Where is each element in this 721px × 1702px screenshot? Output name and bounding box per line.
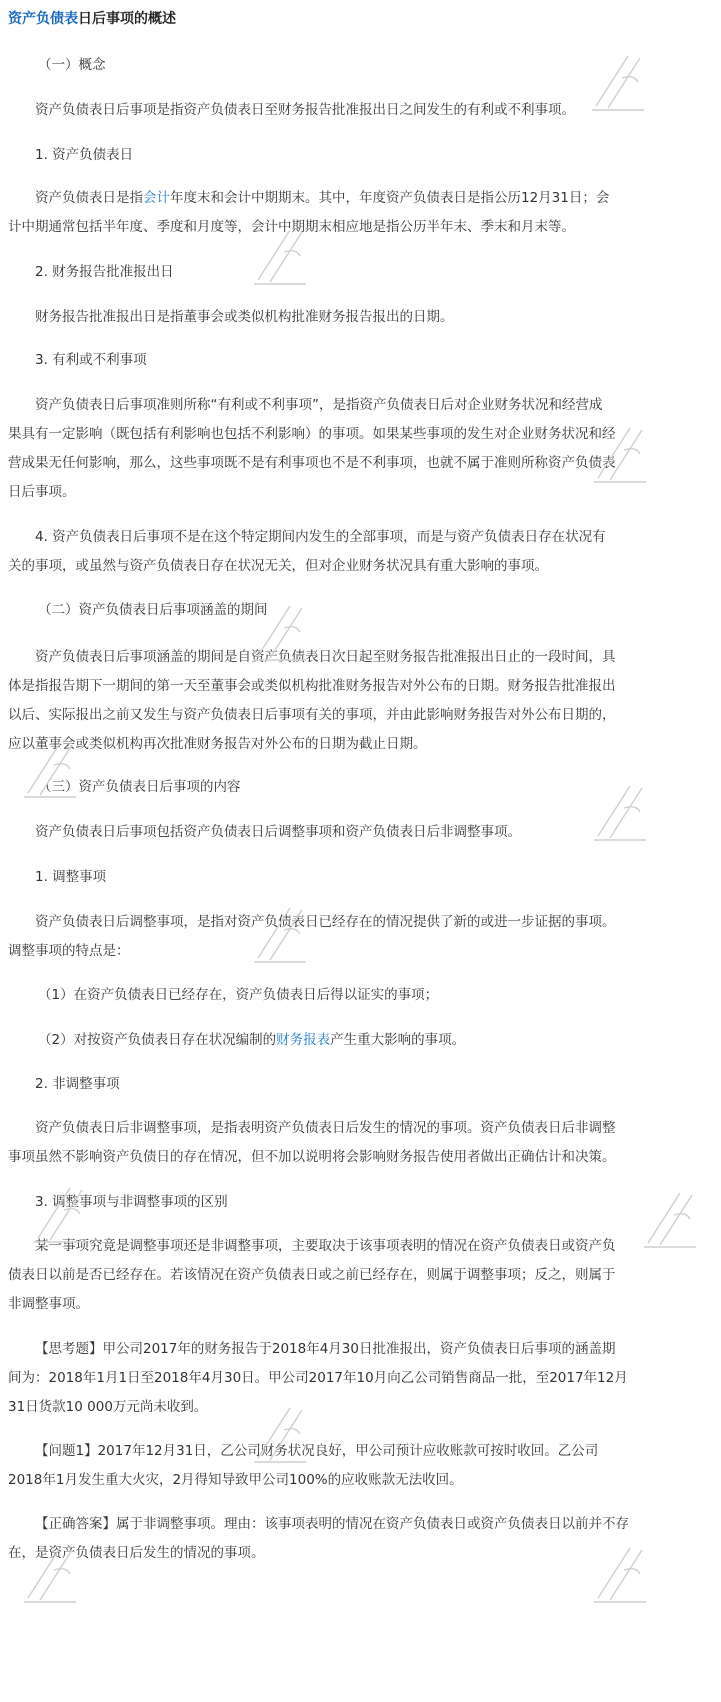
line-text: 债表日以前是否已经存在。若该情况在资产负债表日或之前已经存在，则属于调整事项；反之，则属于 (8, 1267, 616, 1283)
paragraph-line (35, 257, 721, 287)
line-text: 资产负债表日后事项准则所称“有利或不利事项”，是指资产负债表日后对企业财务状况和经营成 (35, 397, 603, 413)
paragraph-line (38, 595, 721, 625)
paragraph-line (35, 862, 721, 892)
paragraph-line (35, 1231, 721, 1261)
inline-link[interactable]: 会计 (143, 190, 170, 206)
line-text: 3. 调整事项与非调整事项的区别 (35, 1194, 228, 1210)
paragraph-line (8, 671, 721, 701)
paragraph-line (35, 345, 721, 375)
paragraph-line (35, 1113, 721, 1143)
paragraph-line (35, 1436, 721, 1466)
line-text: 资产负债表日后事项是指资产负债表日至财务报告批准报出日之间发生的有利或不利事项。 (35, 102, 575, 118)
paragraph-line (8, 1363, 721, 1393)
paragraph-line (8, 1392, 721, 1422)
paragraph-line (35, 390, 721, 420)
inline-link[interactable]: 财务报表 (276, 1032, 331, 1048)
paragraph-line (8, 477, 721, 507)
line-text: 1. 调整事项 (35, 869, 107, 885)
title-text: 日后事项的概述 (78, 11, 176, 27)
line-text: 资产负债表日后调整事项，是指对资产负债表日已经存在的情况提供了新的或进一步证据的事项。 (35, 914, 616, 930)
paragraph-line (8, 1142, 721, 1172)
line-text: 4. 资产负债表日后事项不是在这个特定期间内发生的全部事项，而是与资产负债表日存在状况有 (35, 529, 606, 545)
paragraph-line (38, 980, 721, 1010)
line-text: 【思考题】甲公司2017年的财务报告于2018年4月30日批准报出，资产负债表日后事项的涵盖期 (35, 1341, 616, 1357)
paragraph-line (38, 772, 721, 802)
paragraph-line (8, 1538, 721, 1568)
paragraph-line (8, 1289, 721, 1319)
paragraph-line (35, 1334, 721, 1364)
line-text: 年度末和会计中期期末。其中，年度资产负债表日是指公历12月31日；会 (170, 190, 610, 206)
paragraph-line (8, 212, 721, 242)
line-text: 31日货款10 000万元尚未收到。 (8, 1399, 208, 1415)
article-title (8, 4, 721, 34)
paragraph-line (35, 522, 721, 552)
paragraph-line (8, 1465, 721, 1495)
paragraph-line (8, 448, 721, 478)
paragraph-line (35, 1187, 721, 1217)
paragraph-line (8, 729, 721, 759)
line-text: 营成果无任何影响，那么，这些事项既不是有利事项也不是不利事项，也就不属于准则所称资产负债表 (8, 455, 616, 471)
line-text: （一）概念 (38, 57, 106, 73)
line-text: 2. 非调整事项 (35, 1076, 120, 1092)
line-text: 【问题1】2017年12月31日，乙公司财务状况良好，甲公司预计应收账款可按时收回。乙公司 (35, 1443, 599, 1459)
line-text: （三）资产负债表日后事项的内容 (38, 779, 241, 795)
line-text: 应以董事会或类似机构再次批准财务报告对外公布的日期为截止日期。 (8, 736, 427, 752)
line-text: 调整事项的特点是： (8, 943, 130, 959)
line-text: 计中期通常包括半年度、季度和月度等，会计中期期末相应地是指公历半年末、季末和月末等。 (8, 219, 575, 235)
paragraph-line (35, 1069, 721, 1099)
paragraph-line (8, 1260, 721, 1290)
line-text: （1）在资产负债表日已经存在，资产负债表日后得以证实的事项； (38, 987, 439, 1003)
line-text: 以后、实际报出之前又发生与资产负债表日后事项有关的事项，并由此影响财务报告对外公布日期的， (8, 707, 616, 723)
paragraph-line (35, 140, 721, 170)
line-text: 【正确答案】属于非调整事项。理由：该事项表明的情况在资产负债表日或资产负债表日以前并不存 (35, 1516, 629, 1532)
line-text: 1. 资产负债表日 (35, 147, 134, 163)
line-text: 2. 财务报告批准报出日 (35, 264, 174, 280)
line-text: 事项虽然不影响资产负债日的存在情况，但不加以说明将会影响财务报告使用者做出正确估计和决策。 (8, 1149, 616, 1165)
title-link-balance-sheet[interactable]: 资产负债表 (8, 11, 78, 27)
paragraph-line (35, 642, 721, 672)
line-text: 资产负债表日后事项包括资产负债表日后调整事项和资产负债表日后非调整事项。 (35, 824, 521, 840)
paragraph-line (35, 302, 721, 332)
line-text: 3. 有利或不利事项 (35, 352, 147, 368)
paragraph-line (35, 907, 721, 937)
paragraph-line (8, 700, 721, 730)
paragraph-line (8, 419, 721, 449)
line-text: 关的事项，或虽然与资产负债表日存在状况无关，但对企业财务状况具有重大影响的事项。 (8, 558, 548, 574)
line-text: 在，是资产负债表日后发生的情况的事项。 (8, 1545, 265, 1561)
paragraph-line (38, 1025, 721, 1055)
line-text: 财务报告批准报出日是指董事会或类似机构批准财务报告报出的日期。 (35, 309, 454, 325)
line-text: 资产负债表日后事项涵盖的期间是自资产负债表日次日起至财务报告批准报出日止的一段时间，具 (35, 649, 616, 665)
line-text: （2）对按资产负债表日存在状况编制的 (38, 1032, 277, 1048)
line-text: 非调整事项。 (8, 1296, 89, 1312)
paragraph-line (35, 183, 721, 213)
line-text: 果具有一定影响（既包括有利影响也包括不利影响）的事项。如果某些事项的发生对企业财务状况和经 (8, 426, 616, 442)
paragraph-line (35, 817, 721, 847)
line-text: 产生重大影响的事项。 (330, 1032, 466, 1048)
line-text: 资产负债表日是指 (35, 190, 143, 206)
line-text: 体是指报告期下一期间的第一天至董事会或类似机构批准财务报告对外公布的日期。财务报告批准报出 (8, 678, 616, 694)
line-text: 某一事项究竟是调整事项还是非调整事项，主要取决于该事项表明的情况在资产负债表日或资产负 (35, 1238, 616, 1254)
paragraph-line (35, 95, 721, 125)
line-text: 2018年1月发生重大火灾，2月得知导致甲公司100%的应收账款无法收回。 (8, 1472, 463, 1488)
paragraph-line (38, 50, 721, 80)
paragraph-line (35, 1509, 721, 1539)
line-text: 间为：2018年1月1日至2018年4月30日。甲公司2017年10月向乙公司销售商品一批，至2017年12月 (8, 1370, 628, 1386)
paragraph-line (8, 936, 721, 966)
paragraph-line (8, 551, 721, 581)
line-text: 资产负债表日后非调整事项，是指表明资产负债表日后发生的情况的事项。资产负债表日后非调整 (35, 1120, 616, 1136)
line-text: 日后事项。 (8, 484, 76, 500)
line-text: （二）资产负债表日后事项涵盖的期间 (38, 602, 268, 618)
